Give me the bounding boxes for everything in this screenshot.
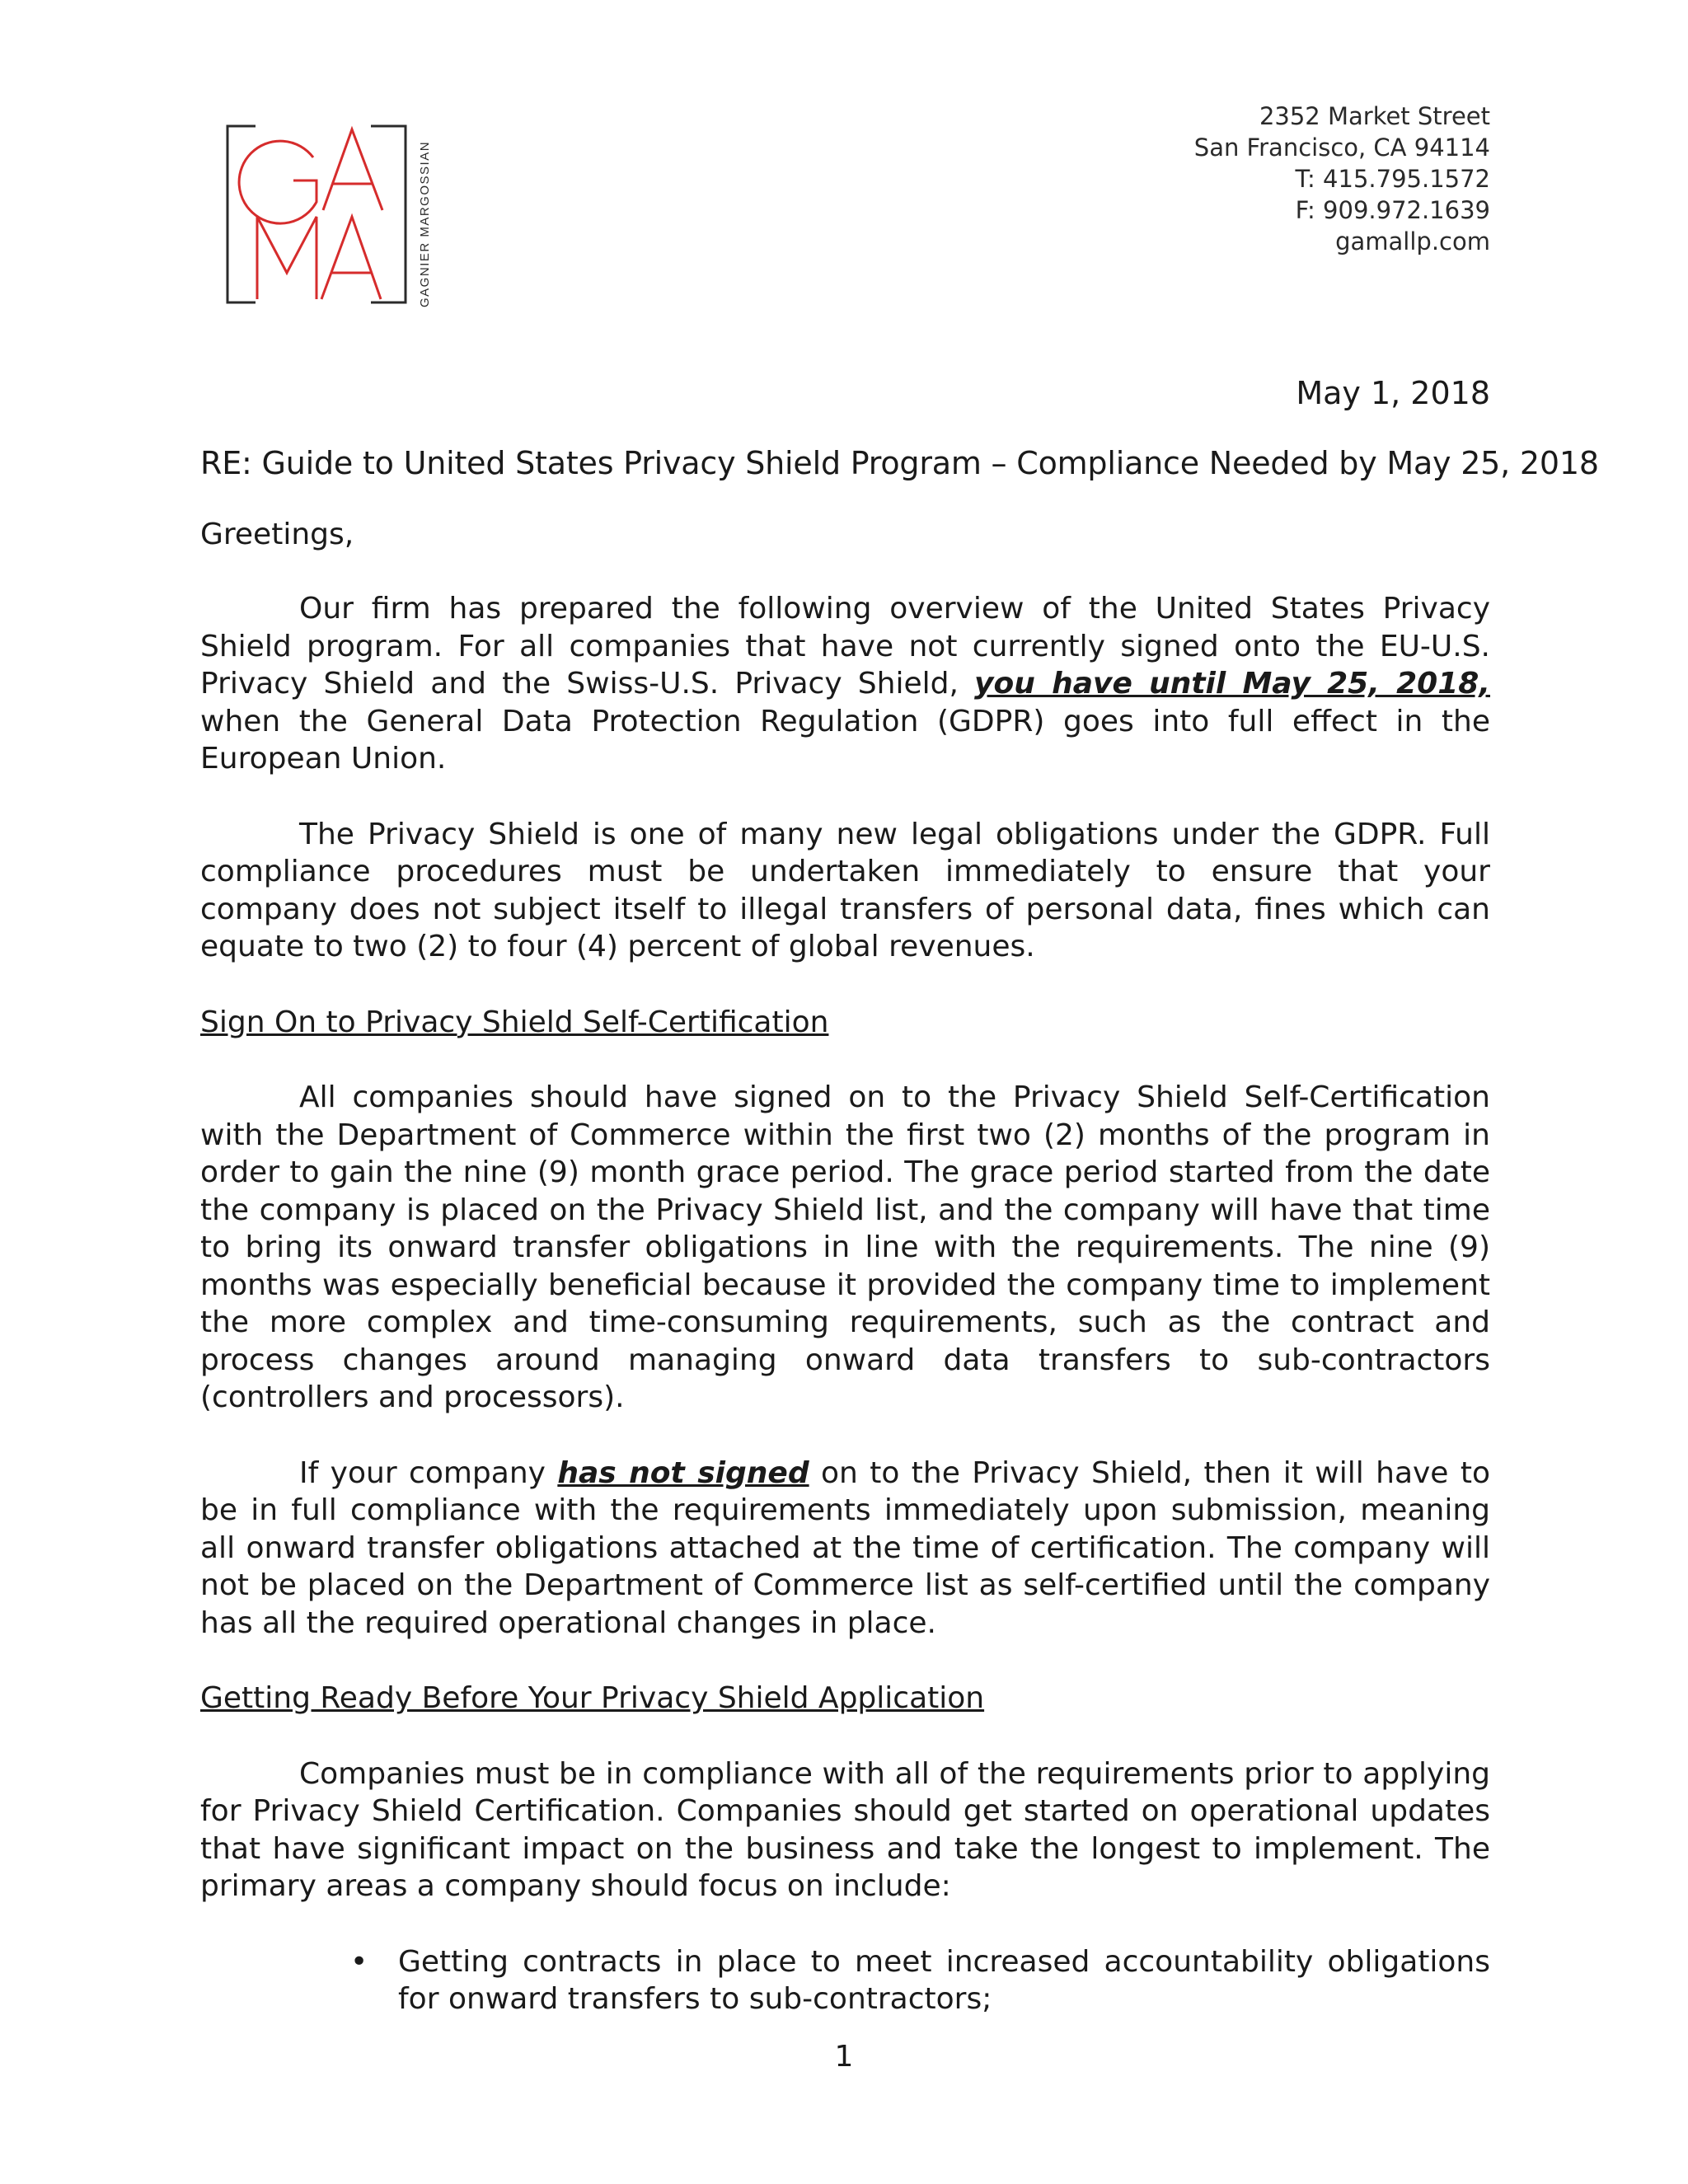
deadline-emphasis: you have until May 25, 2018,: [974, 667, 1490, 701]
logo-right-bracket: [371, 126, 406, 302]
logo-side-text: GAGNIER MARGOSSIAN: [418, 140, 432, 307]
letter-date: May 1, 2018: [1296, 375, 1490, 411]
list-item-text: Getting contracts in place to meet increased accountability obligations for onward transfers to sub-contractors;: [398, 1944, 1490, 2016]
address-city: San Francisco, CA 94114: [1193, 134, 1490, 162]
logo-letter-g: [239, 141, 316, 223]
section-heading-sign-on: Sign On to Privacy Shield Self-Certification: [200, 1005, 829, 1039]
address-street: 2352 Market Street: [1259, 102, 1490, 130]
letter-body: [200, 445, 1599, 2018]
address-fax: F: 909.972.1639: [1295, 196, 1490, 224]
logo-letter-a-top: [323, 129, 382, 210]
paragraph-not-signed-text: If your company: [299, 1455, 558, 1490]
paragraph-grace-period: All companies should have signed on to the Privacy Shield Self-Certification with the Department of Commerce within the first two (2) months of the program in order to gain the nine (9) month grace period. The grace period started from the date the company is placed on the Privacy Shield list, and the company will have that time to bring its onward transfer obligations in line with the requirements. The nine (9) months was especially beneficial because it provided the company time to implement the more complex and time-consuming requirements, such as the contract and process changes around managing onward data transfers to sub-contractors (controllers and processors).: [200, 1080, 1490, 1414]
paragraph-intro-text: Our firm has prepared the following overview of the United States Privacy Shield program. For all companies that have not currently signed onto the EU-U.S. Privacy Shield and the Swiss-U.S. Privacy Shield,: [200, 592, 1490, 701]
paragraph-intro-text-end: when the General Data Protection Regulation (GDPR) goes into full effect in the European Union.: [200, 704, 1490, 776]
focus-areas-list: [200, 1943, 1490, 2018]
address-phone: T: 415.795.1572: [1295, 165, 1490, 193]
subject-line: RE: Guide to United States Privacy Shield Program – Compliance Needed by May 25, 2018: [200, 445, 1599, 481]
not-signed-emphasis: has not signed: [557, 1455, 809, 1490]
logo-letter-a-bottom: [321, 217, 381, 299]
address-website[interactable]: gamallp.com: [1335, 227, 1490, 255]
paragraph-not-signed-text-end: on to the Privacy Shield, then it will have to be in full compliance with the requirements immediately upon submission, meaning all onward transfer obligations attached at the time of certification. The company will not be placed on the Department of Commerce list as self-certified until the company has all the required operational changes in place.: [200, 1455, 1490, 1640]
gama-logo: [224, 120, 471, 317]
bullet-icon: •: [350, 1944, 368, 1979]
firm-address: [1194, 101, 1490, 257]
paragraph-not-signed: [200, 1455, 1490, 1643]
logo-letter-m: [257, 217, 316, 299]
paragraph-obligations: The Privacy Shield is one of many new legal obligations under the GDPR. Full compliance procedures must be undertaken immediately to ensure that your company does not subject itself to illegal transfers of personal data, fines which can equate to two (2) to four (4) percent of global revenues.: [200, 817, 1490, 963]
list-item: [200, 1943, 1490, 2018]
paragraph-requirements: Companies must be in compliance with all of the requirements prior to applying for Privacy Shield Certification. Companies should get started on operational updates that have significant impact on the business and take the longest to implement. The primary areas a company should focus on include:: [200, 1756, 1490, 1903]
paragraph-intro: [200, 590, 1490, 778]
section-heading-getting-ready: Getting Ready Before Your Privacy Shield Application: [200, 1681, 985, 1715]
greeting: Greetings,: [200, 517, 354, 551]
page-number: 1: [834, 2040, 854, 2074]
